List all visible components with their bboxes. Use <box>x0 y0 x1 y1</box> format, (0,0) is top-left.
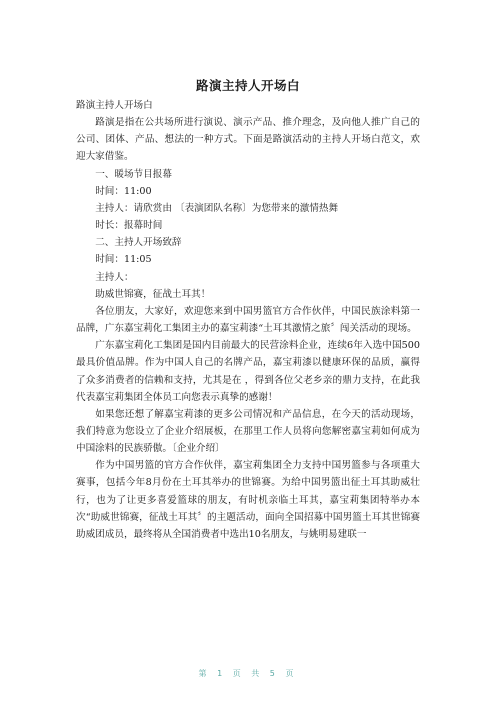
page-footer: 第 1 页 共 5 页 <box>198 669 298 678</box>
paragraph: 路演主持人开场白 <box>76 100 153 111</box>
paragraph: 时长：报幕时间 <box>95 220 163 232</box>
paragraph: 时间：11:05 <box>95 254 152 266</box>
paragraph: 主持人：请欣赏由 〔表演团队名称〕为您带来的激情热舞 <box>95 202 339 214</box>
paragraph: 主持人： <box>95 271 134 283</box>
section-heading: 一、暖场节目报幕 <box>95 168 172 180</box>
paragraph: 作为中国男篮的官方合作伙伴，嘉宝莉集团全力支持中国男篮参与各项重大赛事，包括今年8月份在土耳其举办的世锦赛。为给中国男篮出征土耳其助威壮行，也为了让更多喜爱篮球的朋友，有时机亲临土耳其，嘉宝莉集团特举办本次“助威世锦赛，征战土耳其〞的主题活动，面向全国招募中国男篮土耳其世锦赛助威团成员，最终将从全国消费者中选出10名朋友，与姚明易建联一 <box>76 460 420 540</box>
paragraph: 时间：11:00 <box>95 185 152 197</box>
document-title: 路演主持人开场白 <box>195 78 300 93</box>
paragraph: 各位朋友，大家好，欢迎您来到中国男篮官方合作伙伴，中国民族涂料第一品牌，广东嘉宝莉化工集团主办的嘉宝莉漆“土耳其激情之旅〞闯关活动的现场。 <box>76 305 420 335</box>
paragraph: 助威世锦赛，征战土耳其！ <box>95 288 211 300</box>
document-body <box>76 97 420 543</box>
section-heading: 二、主持人开场致辞 <box>95 237 182 249</box>
paragraph: 路演是指在公共场所进行演说、演示产品、推介理念，及向他人推广自己的公司、团体、产品、想法的一种方式。下面是路演活动的主持人开场白范文，欢迎大家借鉴。 <box>76 117 420 163</box>
paragraph: 如果您还想了解嘉宝莉漆的更多公司情况和产品信息，在今天的活动现场，我们特意为您设立了企业介绍展板，在那里工作人员将向您解密嘉宝莉如何成为中国涂料的民族骄傲。〔企业介绍〕 <box>76 408 420 455</box>
paragraph: 广东嘉宝莉化工集团是国内目前最大的民营涂料企业，连续6年入选中国500最具价值品牌。作为中国人自己的名牌产品，嘉宝莉漆以健康环保的品质，赢得了众多消费者的信赖和支持，尤其是在 ，得到各位父老乡亲的鼎力支持，在此我代表嘉宝莉集团全体员工向您表示真挚的感谢！ <box>76 340 420 403</box>
